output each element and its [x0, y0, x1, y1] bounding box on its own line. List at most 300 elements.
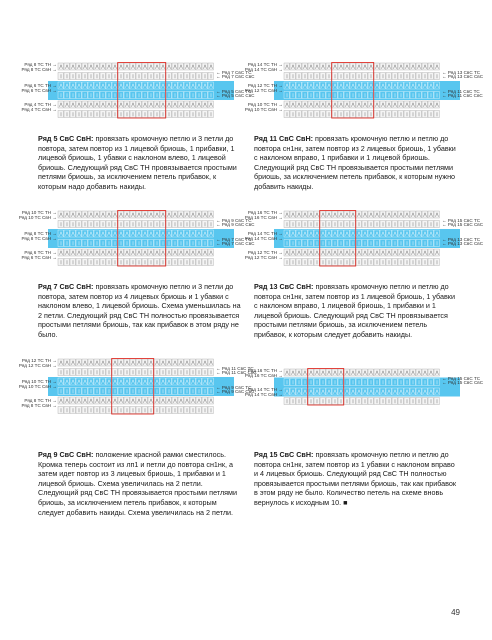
stitch-cell: [350, 211, 355, 218]
stitch-cell: [106, 259, 111, 266]
stitch-cell: [94, 369, 99, 376]
stitch-cell: [350, 73, 355, 80]
stitch-cell: [350, 63, 355, 70]
stitch-cell: [320, 63, 325, 70]
stitch-cell: [70, 73, 75, 80]
stitch-cell: [154, 249, 159, 256]
stitch-cell: [332, 369, 337, 376]
stitch-cell: [160, 211, 165, 218]
stitch-cell: [136, 249, 141, 256]
stitch-cell: [356, 249, 361, 256]
stitch-cell: [338, 249, 343, 256]
stitch-cell: [302, 259, 307, 266]
stitch-cell: [118, 221, 123, 228]
stitch-cell: [314, 101, 319, 108]
stitch-cell: [160, 101, 165, 108]
row-label-left: Ряд 12 ТС СвН →: [18, 362, 57, 368]
stitch-cell: [148, 73, 153, 80]
row-label-left: Ряд 14 ТС ТН →: [247, 231, 283, 236]
stitch-cell: [290, 249, 295, 256]
stitch-cell: [58, 259, 63, 266]
stitch-cell: [70, 221, 75, 228]
stitch-cell: [338, 111, 343, 118]
row-label-left: Ряд 14 ТС ТН →: [247, 62, 283, 67]
stitch-cell: [190, 111, 195, 118]
stitch-cell: [58, 63, 63, 70]
stitch-cell: [184, 249, 189, 256]
stitch-cell: [106, 211, 111, 218]
stitch-cell: [434, 73, 439, 80]
stitch-cell: [118, 73, 123, 80]
stitch-cell: [290, 398, 295, 405]
stitch-cell: [154, 63, 159, 70]
stitch-cell: [154, 369, 159, 376]
panel-row-15: [244, 358, 484, 507]
stitch-cell: [64, 397, 69, 404]
stitch-cell: [416, 259, 421, 266]
stitch-cell: [338, 101, 343, 108]
stitch-cell: [422, 398, 427, 405]
stitch-cell: [356, 221, 361, 228]
stitch-cell: [314, 73, 319, 80]
stitch-cell: [368, 221, 373, 228]
stitch-cell: [190, 259, 195, 266]
stitch-cell: [160, 73, 165, 80]
stitch-cell: [392, 73, 397, 80]
stitch-cell: [320, 221, 325, 228]
stitch-cell: [434, 211, 439, 218]
stitch-cell: [320, 111, 325, 118]
stitch-cell: [344, 73, 349, 80]
stitch-cell: [404, 101, 409, 108]
stitch-cell: [326, 101, 331, 108]
stitch-cell: [326, 259, 331, 266]
stitch-cell: [314, 111, 319, 118]
stitch-cell: [296, 249, 301, 256]
row-label-left: Ряд 10 ТС ТН →: [21, 210, 57, 215]
panel-row-7: [18, 210, 256, 339]
stitch-cell: [302, 249, 307, 256]
stitch-cell: [284, 73, 289, 80]
stitch-cell: [344, 111, 349, 118]
stitch-cell: [422, 111, 427, 118]
stitch-cell: [362, 398, 367, 405]
stitch-cell: [374, 211, 379, 218]
stitch-cell: [404, 221, 409, 228]
row-label-right: ← Ряд 9 СвС СвС: [216, 222, 255, 228]
stitch-cell: [88, 369, 93, 376]
stitch-cell: [82, 359, 87, 366]
stitch-cell: [428, 221, 433, 228]
stitch-cell: [290, 369, 295, 376]
row-label-right: ← Ряд 7 СвС СвС: [216, 241, 255, 247]
stitch-cell: [296, 369, 301, 376]
stitch-cell: [422, 221, 427, 228]
stitch-cell: [386, 101, 391, 108]
row-label-left: Ряд 12 ТС ТН →: [247, 250, 283, 255]
stitch-cell: [196, 369, 201, 376]
stitch-cell: [302, 101, 307, 108]
stitch-cell: [82, 73, 87, 80]
stitch-cell: [404, 111, 409, 118]
row-label-right: ← Ряд 13 СвС ТС: [442, 236, 481, 242]
stitch-cell: [196, 397, 201, 404]
stitch-cell: [136, 221, 141, 228]
stitch-cell: [100, 259, 105, 266]
stitch-cell: [112, 359, 117, 366]
stitch-cell: [88, 359, 93, 366]
stitch-cell: [350, 369, 355, 376]
stitch-cell: [100, 369, 105, 376]
stitch-cell: [202, 111, 207, 118]
stitch-cell: [106, 397, 111, 404]
stitch-cell: [154, 397, 159, 404]
stitch-cell: [422, 73, 427, 80]
row-label-left: Ряд 8 ТС ТН →: [24, 62, 57, 67]
stitch-cell: [356, 73, 361, 80]
stitch-cell: [398, 221, 403, 228]
stitch-cell: [410, 63, 415, 70]
stitch-cell: [434, 63, 439, 70]
stitch-cell: [416, 111, 421, 118]
row-label-left: Ряд 14 ТС СвН →: [244, 66, 283, 72]
stitch-cell: [392, 249, 397, 256]
stitch-cell: [368, 398, 373, 405]
stitch-cell: [190, 359, 195, 366]
stitch-cell: [166, 63, 171, 70]
row-label-left: Ряд 6 ТС ТН →: [24, 83, 57, 88]
stitch-cell: [290, 211, 295, 218]
stitch-cell: [130, 359, 135, 366]
stitch-cell: [362, 73, 367, 80]
stitch-cell: [208, 259, 213, 266]
stitch-cell: [130, 101, 135, 108]
row-label-right: ← Ряд 7 СвС СвС: [216, 74, 255, 80]
stitch-cell: [88, 73, 93, 80]
stitch-cell: [326, 398, 331, 405]
stitch-cell: [166, 259, 171, 266]
stitch-cell: [350, 249, 355, 256]
stitch-cell: [184, 221, 189, 228]
stitch-cell: [202, 221, 207, 228]
stitch-cell: [410, 221, 415, 228]
stitch-cell: [314, 63, 319, 70]
stitch-cell: [184, 359, 189, 366]
row-label-left: Ряд 16 ТС СвН →: [244, 214, 283, 220]
stitch-cell: [178, 101, 183, 108]
stitch-cell: [398, 369, 403, 376]
stitch-cell: [284, 369, 289, 376]
stitch-cell: [58, 359, 63, 366]
stitch-cell: [416, 63, 421, 70]
stitch-cell: [124, 73, 129, 80]
stitch-cell: [208, 73, 213, 80]
stitch-cell: [76, 397, 81, 404]
stitch-cell: [338, 398, 343, 405]
stitch-cell: [166, 407, 171, 414]
stitch-cell: [392, 101, 397, 108]
stitch-cell: [296, 221, 301, 228]
stitch-cell: [184, 101, 189, 108]
stitch-cell: [196, 359, 201, 366]
stitch-cell: [284, 63, 289, 70]
stitch-cell: [160, 111, 165, 118]
stitch-cell: [64, 359, 69, 366]
stitch-cell: [82, 259, 87, 266]
stitch-cell: [380, 398, 385, 405]
row-label-left: Ряд 12 ТС СвН →: [244, 87, 283, 93]
stitch-cell: [118, 63, 123, 70]
stitch-cell: [302, 63, 307, 70]
stitch-cell: [190, 397, 195, 404]
stitch-cell: [148, 359, 153, 366]
stitch-cell: [398, 73, 403, 80]
stitch-cell: [302, 221, 307, 228]
row-label-left: Ряд 14 ТС СвН →: [244, 391, 283, 397]
stitch-cell: [58, 397, 63, 404]
stitch-cell: [142, 221, 147, 228]
row-label-left: Ряд 6 ТС ТН →: [24, 250, 57, 255]
stitch-cell: [428, 249, 433, 256]
stitch-cell: [154, 111, 159, 118]
stitch-cell: [112, 111, 117, 118]
stitch-cell: [202, 63, 207, 70]
row-label-left: Ряд 12 ТС СвН →: [244, 254, 283, 260]
stitch-cell: [100, 111, 105, 118]
stitch-cell: [58, 407, 63, 414]
stitch-cell: [118, 359, 123, 366]
stitch-cell: [208, 359, 213, 366]
stitch-cell: [380, 211, 385, 218]
stitch-cell: [142, 397, 147, 404]
stitch-cell: [94, 101, 99, 108]
stitch-cell: [320, 73, 325, 80]
stitch-cell: [106, 111, 111, 118]
stitch-cell: [124, 211, 129, 218]
stitch-cell: [106, 407, 111, 414]
stitch-cell: [284, 111, 289, 118]
stitch-cell: [184, 211, 189, 218]
stitch-cell: [112, 63, 117, 70]
stitch-cell: [82, 397, 87, 404]
stitch-cell: [202, 397, 207, 404]
stitch-cell: [100, 221, 105, 228]
stitch-cell: [392, 63, 397, 70]
stitch-cell: [302, 369, 307, 376]
stitch-cell: [76, 369, 81, 376]
stitch-cell: [88, 259, 93, 266]
stitch-cell: [94, 221, 99, 228]
stitch-cell: [386, 111, 391, 118]
panel-row-11: [244, 62, 484, 191]
row-label-right: ← Ряд 9 СвС СвС: [216, 389, 255, 395]
stitch-cell: [64, 259, 69, 266]
stitch-cell: [70, 407, 75, 414]
row-label-right: ← Ряд 13 СвС ТС: [442, 69, 481, 75]
stitch-cell: [196, 111, 201, 118]
stitch-cell: [130, 211, 135, 218]
stitch-cell: [88, 407, 93, 414]
stitch-cell: [338, 259, 343, 266]
stitch-cell: [284, 221, 289, 228]
row-label-left: Ряд 8 ТС СвН →: [21, 66, 57, 72]
stitch-cell: [154, 221, 159, 228]
stitch-cell: [344, 369, 349, 376]
stitch-cell: [332, 73, 337, 80]
stitch-cell: [422, 369, 427, 376]
stitch-cell: [70, 259, 75, 266]
stitch-cell: [112, 407, 117, 414]
stitch-cell: [208, 369, 213, 376]
stitch-cell: [124, 369, 129, 376]
stitch-cell: [160, 359, 165, 366]
stitch-cell: [422, 63, 427, 70]
stitch-cell: [70, 369, 75, 376]
stitch-cell: [112, 369, 117, 376]
row-label-right: ← Ряд 9 СвС ТС: [216, 384, 252, 390]
row-label-left: Ряд 16 ТС ТН →: [247, 210, 283, 215]
stitch-cell: [178, 249, 183, 256]
stitch-cell: [380, 249, 385, 256]
stitch-cell: [368, 369, 373, 376]
stitch-cell: [392, 211, 397, 218]
stitch-cell: [130, 111, 135, 118]
stitch-cell: [94, 249, 99, 256]
stitch-cell: [70, 63, 75, 70]
stitch-cell: [344, 259, 349, 266]
stitch-cell: [94, 73, 99, 80]
stitch-cell: [308, 101, 313, 108]
stitch-cell: [410, 249, 415, 256]
stitch-cell: [302, 73, 307, 80]
row-label-left: Ряд 12 ТС ТН →: [21, 358, 57, 363]
row-description: Ряд 7 СвС СвН: провязать кромочную петлю и 3 петли до повтора, затем повтор из 4 лицевых бриошь и 1 убавки с наклоном влево, 1 лицевой бриошь. Схема уменьшилась на 2 петли. Следующий ряд СвС ТН полностью провязывается простыми петлями бриошь, так как прибавок в этом ряду не было.: [38, 282, 241, 339]
stitch-cell: [172, 111, 177, 118]
stitch-cell: [386, 259, 391, 266]
stitch-cell: [332, 101, 337, 108]
stitch-cell: [326, 369, 331, 376]
stitch-cell: [100, 73, 105, 80]
stitch-cell: [142, 73, 147, 80]
stitch-cell: [136, 211, 141, 218]
stitch-cell: [386, 63, 391, 70]
stitch-cell: [332, 398, 337, 405]
stitch-cell: [160, 259, 165, 266]
stitch-cell: [70, 211, 75, 218]
stitch-cell: [434, 221, 439, 228]
stitch-cell: [70, 111, 75, 118]
stitch-cell: [166, 221, 171, 228]
stitch-cell: [368, 73, 373, 80]
stitch-cell: [290, 221, 295, 228]
stitch-cell: [172, 359, 177, 366]
stitch-cell: [76, 211, 81, 218]
stitch-cell: [100, 249, 105, 256]
stitch-cell: [392, 369, 397, 376]
row-label-right: ← Ряд 11 СвС СвС: [442, 93, 483, 99]
row-label-left: Ряд 10 ТС СвН →: [18, 383, 57, 389]
stitch-cell: [296, 73, 301, 80]
stitch-cell: [172, 211, 177, 218]
stitch-cell: [76, 101, 81, 108]
stitch-cell: [64, 63, 69, 70]
stitch-cell: [308, 398, 313, 405]
stitch-cell: [64, 111, 69, 118]
stitch-cell: [416, 369, 421, 376]
stitch-cell: [202, 249, 207, 256]
stitch-cell: [94, 359, 99, 366]
stitch-cell: [70, 397, 75, 404]
page-number: 49: [451, 608, 460, 617]
stitch-cell: [130, 221, 135, 228]
stitch-cell: [166, 359, 171, 366]
row-description: Ряд 9 СвС СвН: положение красной рамки сместилось. Кромка теперь состоит из лп1 и петли до повтора сн1нк, а затем идет повтор из 3 лицевых бриошь, 1 прибавки и 1 лицевой бриошь. Схема увеличилась на 2 петли. Следующий ряд СвС ТН провязывается простыми петлями бриошь, за исключением петель прибавок, к которым следует добавить накиды. Схема увеличилась на 2 петли.: [38, 450, 237, 517]
stitch-cell: [290, 111, 295, 118]
stitch-cell: [172, 63, 177, 70]
stitch-cell: [338, 221, 343, 228]
stitch-cell: [356, 369, 361, 376]
stitch-cell: [142, 369, 147, 376]
stitch-cell: [112, 211, 117, 218]
stitch-cell: [94, 111, 99, 118]
stitch-cell: [208, 111, 213, 118]
stitch-cell: [368, 101, 373, 108]
stitch-cell: [94, 211, 99, 218]
stitch-cell: [332, 211, 337, 218]
stitch-cell: [196, 63, 201, 70]
stitch-cell: [76, 111, 81, 118]
stitch-cell: [124, 259, 129, 266]
stitch-cell: [374, 221, 379, 228]
stitch-cell: [410, 398, 415, 405]
stitch-cell: [326, 249, 331, 256]
stitch-cell: [196, 73, 201, 80]
stitch-cell: [374, 398, 379, 405]
stitch-cell: [398, 63, 403, 70]
stitch-cell: [302, 211, 307, 218]
row-label-left: Ряд 12 ТС ТН →: [247, 83, 283, 88]
stitch-cell: [374, 249, 379, 256]
stitch-cell: [326, 111, 331, 118]
stitch-cell: [88, 101, 93, 108]
stitch-cell: [410, 111, 415, 118]
knitting-chart: [20, 358, 256, 418]
stitch-cell: [190, 221, 195, 228]
row-description: Ряд 5 СвС СвН: провязать кромочную петлю и 3 петли до повтора, затем повтор из 1 лицевой бриошь, 1 прибавки, 1 лицевой бриошь, 1 убавки с наклоном влево, 1 лицевой бриошь. Следующий ряд СвС ТН провязывается простыми петлями бриошь, за исключением петель прибавок, к которым надо добавить накиды.: [38, 134, 237, 191]
stitch-cell: [350, 259, 355, 266]
stitch-cell: [178, 211, 183, 218]
stitch-cell: [344, 249, 349, 256]
stitch-cell: [386, 211, 391, 218]
stitch-cell: [416, 73, 421, 80]
stitch-cell: [434, 369, 439, 376]
row-label-left: Ряд 8 ТС ТН →: [24, 231, 57, 236]
stitch-cell: [184, 111, 189, 118]
stitch-cell: [118, 407, 123, 414]
stitch-cell: [70, 101, 75, 108]
stitch-cell: [142, 359, 147, 366]
stitch-cell: [326, 73, 331, 80]
stitch-cell: [148, 249, 153, 256]
stitch-cell: [374, 259, 379, 266]
stitch-cell: [118, 249, 123, 256]
stitch-cell: [332, 221, 337, 228]
stitch-cell: [118, 369, 123, 376]
knitting-chart: [246, 358, 482, 418]
stitch-cell: [148, 259, 153, 266]
stitch-cell: [142, 407, 147, 414]
stitch-cell: [416, 398, 421, 405]
